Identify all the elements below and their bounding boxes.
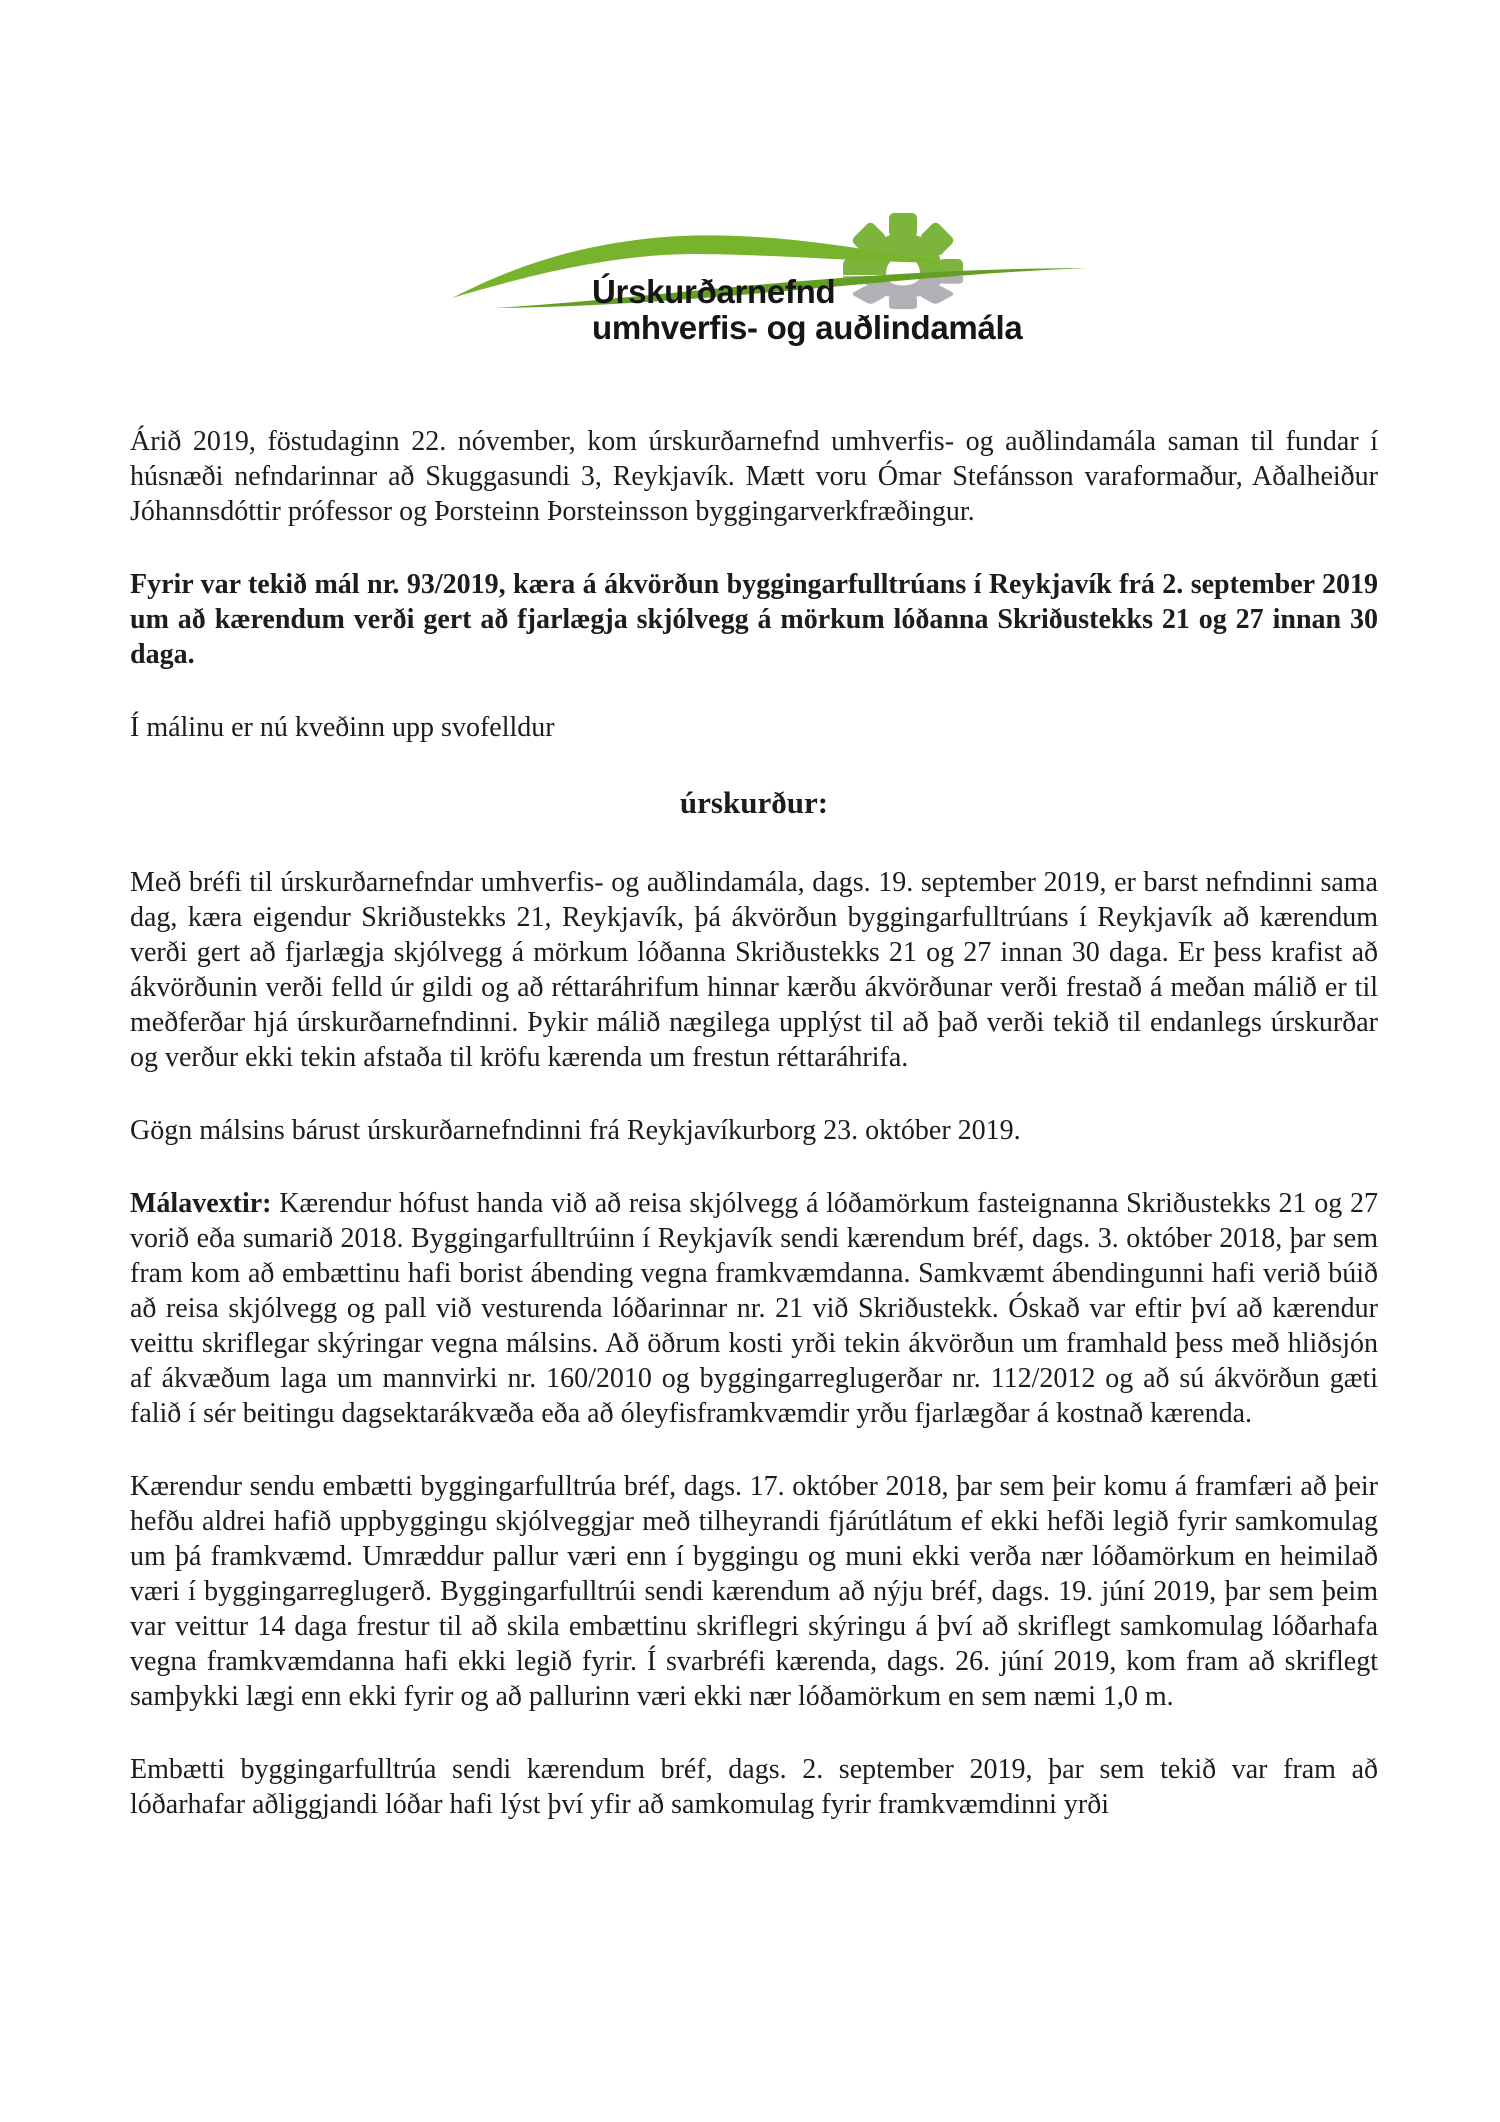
org-name — [592, 274, 1022, 346]
case-reference-paragraph: Fyrir var tekið mál nr. 93/2019, kæra á ákvörðun byggingarfulltrúans í Reykjavík frá 2. september 2019 um að kærendum verði gert að fjarlægja skjólvegg á mörkum lóðanna Skriðustekks 21 og 27 innan 30 daga. — [130, 569, 1378, 670]
lead-in-line: Í málinu er nú kveðinn upp svofelldur — [130, 712, 555, 743]
paragraph: Með bréfi til úrskurðarnefndar umhverfis- og auðlindamála, dags. 19. september 2019, er barst nefndinni sama dag, kæra eigendur Skriðustekks 21, Reykjavík, þá ákvörðun byggingarfulltrúans í Reykjavík að kærendum verði gert að fjarlægja skjólvegg á mörkum lóðanna Skriðustekks 21 og 27 innan 30 daga. Er þess krafist að ákvörðunin verði felld úr gildi og að réttaráhrifum hinnar kærðu ákvörðunar verði frestað á meðan málið er til meðferðar hjá úrskurðarnefndinni. Þykir málið nægilega upplýst til að það verði tekið til endanlegs úrskurðar og verður ekki tekin afstaða til kröfu kærenda um frestun réttaráhrifa. — [130, 867, 1378, 1073]
body-paragraphs — [130, 865, 1378, 1822]
org-name-line1: Úrskurðarnefnd — [592, 273, 836, 310]
intro-paragraph: Árið 2019, föstudaginn 22. nóvember, kom úrskurðarnefnd umhverfis- og auðlindamála saman til fundar í húsnæði nefndarinnar að Skuggasundi 3, Reykjavík. Mætt voru Ómar Stefánsson varaformaður, Aðalheiður Jóhannsdóttir prófessor og Þorsteinn Þorsteinsson byggingarverkfræðingur. — [130, 426, 1378, 527]
paragraph-bold-label: Málavextir: — [130, 1188, 272, 1219]
document-body — [130, 424, 1378, 1860]
ruling-heading: úrskurður: — [679, 785, 829, 820]
paragraph: Kærendur sendu embætti byggingarfulltrúa bréf, dags. 17. október 2018, þar sem þeir komu á framfæri að þeir hefðu aldrei hafið uppbyggingu skjólveggjar með tilheyrandi fjárútlátum ef ekki hefði legið fyrir samkomulag um þá framkvæmd. Umræddur pallur væri enn í byggingu og muni ekki verða nær lóðamörkum en heimilað væri í byggingarreglugerð. Byggingarfulltrúi sendi kærendum að nýju bréf, dags. 19. júní 2019, þar sem þeim var veittur 14 daga frestur til að skila embættinu skriflegri skýringu á því að skriflegt samkomulag lóðarhafa vegna framkvæmdanna hafi ekki legið fyrir. Í svarbréfi kærenda, dags. 26. júní 2019, kom fram að skriflegt samþykki lægi enn ekki fyrir og að pallurinn væri ekki nær lóðamörkum en sem næmi 1,0 m. — [130, 1471, 1378, 1712]
org-name-line2: umhverfis- og auðlindamála — [592, 309, 1023, 346]
paragraph: Málavextir: Kærendur hófust handa við að reisa skjólvegg á lóðamörkum fasteignanna Skriðustekks 21 og 27 vorið eða sumarið 2018. Byggingarfulltrúinn í Reykjavík sendi kærendum bréf, dags. 3. október 2018, þar sem fram kom að embættinu hafi borist ábending vegna framkvæmdanna. Samkvæmt ábendingunni hafi verið búið að reisa skjólvegg og pall við vesturenda lóðarinnar nr. 21 við Skriðustekk. Óskað var eftir því að kærendur veittu skriflegar skýringar vegna málsins. Að öðrum kosti yrði tekin ákvörðun um framhald þess með hliðsjón af ákvæðum laga um mannvirki nr. 160/2010 og byggingarreglugerðar nr. 112/2012 og að sú ákvörðun gæti falið í sér beitingu dagsektarákvæða eða að óleyfisframkvæmdir yrðu fjarlægðar á kostnað kærenda. — [130, 1188, 1378, 1429]
paragraph: Gögn málsins bárust úrskurðarnefndinni frá Reykjavíkurborg 23. október 2019. — [130, 1115, 1021, 1146]
paragraph: Embætti byggingarfulltrúa sendi kærendum bréf, dags. 2. september 2019, þar sem tekið var fram að lóðarhafar aðliggjandi lóðar hafi lýst því yfir að samkomulag fyrir framkvæmdinni yrði — [130, 1754, 1378, 1820]
